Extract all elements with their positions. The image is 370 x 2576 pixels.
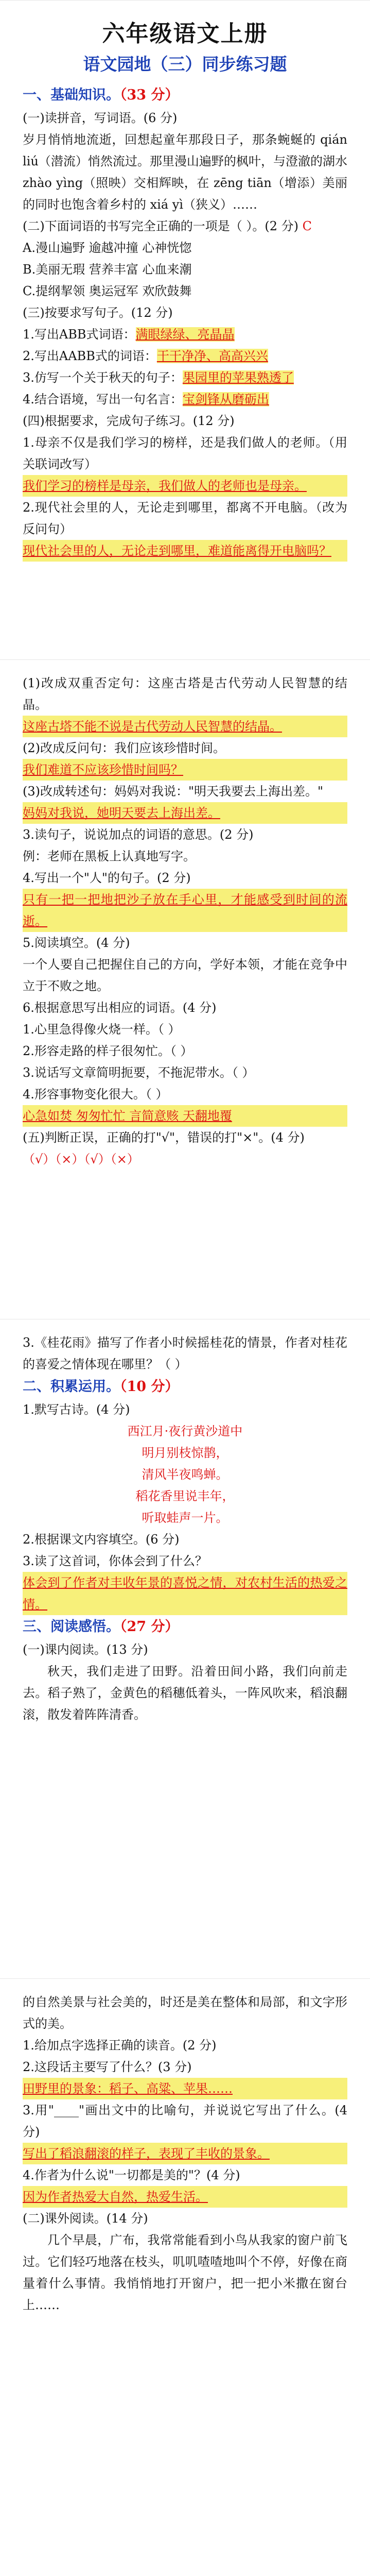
- poem-line: 听取蛙声一片。: [142, 1511, 228, 1525]
- answer: 因为作者热爱大自然，热爱生活。: [23, 2186, 347, 2208]
- question-item: (五)判断正误，正确的打"√"，错误的打"×"。(4 分): [23, 1130, 305, 1145]
- answer: 田野里的景象：稻子、高粱、苹果……: [23, 2078, 347, 2099]
- item-text: 3.仿写一个关于秋天的句子：: [23, 370, 183, 385]
- question-item: 4.作者为什么说"一切都是美的"？(4 分): [23, 2168, 240, 2182]
- question: 3.《桂花雨》描写了作者小时候摇桂花的情景，作者对桂花的喜爱之情体现在哪里？（ ）: [23, 1335, 347, 1371]
- question-item: 2.根据课文内容填空。(6 分): [23, 1532, 180, 1547]
- section-title: 一、基础知识。: [23, 87, 120, 103]
- question-item: 3.用"____"画出文中的比喻句，并说说它写出了什么。(4 分): [23, 2103, 347, 2139]
- section-title: 三、阅读感悟。: [23, 1619, 120, 1635]
- section-score: （10 分）: [120, 1379, 179, 1395]
- answer: 这座古塔不能不说是古代劳动人民智慧的结晶。: [23, 716, 347, 737]
- section-heading: [23, 83, 347, 107]
- question-item: 2.现代社会里的人，无论走到哪里，都离不开电脑。（改为反问句）: [23, 500, 347, 536]
- question-item: [23, 367, 347, 388]
- section-score: （33 分）: [120, 87, 179, 103]
- question-item: (1)改成双重否定句：这座古塔是古代劳动人民智慧的结晶。: [23, 676, 347, 712]
- answer: 体会到了作者对丰收年景的喜悦之情，对农村生活的热爱之情。: [23, 1572, 347, 1615]
- passage: 秋天，我们走进了田野。沿着田间小路，我们向前走去。稻子熟了，金黄色的稻穗低着头，一阵风吹来，稻浪翻滚，散发着阵阵清香。: [23, 1664, 347, 1722]
- passage: 一个人要自己把握住自己的方向，学好本领，才能在竞争中立于不败之地。: [23, 957, 347, 993]
- question-item: 5.阅读填空。(4 分): [23, 936, 130, 950]
- answer: 我们学习的榜样是母亲，我们做人的老师也是母亲。: [23, 475, 347, 497]
- question-item: (3)改成转述句：妈妈对我说："明天我要去上海出差。": [23, 784, 324, 799]
- item-text: 2.写出AABB式的词语：: [23, 349, 157, 363]
- question-item: 3.读句子，说说加点的词语的意思。(2 分): [23, 827, 254, 842]
- answer: 干干净净、高高兴兴: [156, 349, 268, 363]
- question: (三)按要求写句子。(12 分): [23, 306, 173, 320]
- question-item: 6.根据意思写出相应的词语。(4 分): [23, 1001, 217, 1015]
- question: (四)根据要求，完成句子练习。(12 分): [23, 414, 235, 428]
- item-text: 1.写出ABB式词语：: [23, 327, 136, 342]
- section-heading: [23, 1615, 347, 1639]
- question-item: 3.读了这首词，你体会到了什么？: [23, 1554, 207, 1568]
- section-score: （27 分）: [120, 1619, 179, 1635]
- poem-line: 稻花香里说丰年，: [135, 1489, 235, 1503]
- poem-line: 西江月·夜行黄沙道中: [127, 1424, 243, 1438]
- question-item: 2.形容走路的样子很匆忙。（ ）: [23, 1044, 193, 1058]
- answer: （√）（×）（√）（×）: [23, 1152, 139, 1166]
- question-item: 1.给加点字选择正确的读音。(2 分): [23, 2038, 217, 2053]
- section-heading: [23, 1375, 347, 1399]
- poem-line: 清风半夜鸣蝉。: [142, 1467, 228, 1482]
- page-title: 六年级语文上册: [102, 21, 268, 47]
- page-1: [0, 0, 370, 660]
- answer: 只有一把一把地把沙子放在手心里，才能感受到时间的流逝。: [23, 889, 347, 932]
- subsection: (二)课外阅读。(14 分): [23, 2211, 148, 2226]
- page-subtitle: 语文园地（三）同步练习题: [83, 54, 287, 74]
- answer: 妈妈对我说，她明天要去上海出差。: [23, 802, 347, 824]
- page-3: [0, 1319, 370, 1979]
- question-item: [23, 388, 347, 410]
- option: C.提纲挈领 奥运冠军 欢欣鼓舞: [23, 284, 192, 298]
- item-text: 4.结合语境，写出一句名言：: [23, 392, 183, 406]
- answer: 满眼绿绿、亮晶晶: [135, 327, 235, 342]
- passage: 岁月悄悄地流逝，回想起童年那段日子，那条蜿蜒的 qián liú（潜流）悄然流过。那里漫山遍野的枫叶，与澄澈的湖水 zhào yìng（照映）交相辉映，在 zēng tiān（增添）美丽的同时也饱含着乡村的 xiá yì（狭义）……: [23, 132, 347, 212]
- question-item: 3.说话写文章简明扼要，不拖泥带水。（ ）: [23, 1065, 255, 1080]
- answer: 宝剑锋从磨砺出: [182, 392, 269, 406]
- passage: 的自然美景与社会美的，时还是美在整体和局部，和文字形式的美。: [23, 1995, 347, 2031]
- option: A.漫山遍野 逾越冲撞 心神恍惚: [23, 241, 192, 255]
- question-item: 4.形容事物变化很大。（ ）: [23, 1087, 168, 1101]
- answer: C: [302, 219, 312, 233]
- question-item: 1.心里急得像火烧一样。（ ）: [23, 1022, 181, 1037]
- question-text: (二)下面词语的书写完全正确的一项是（ ）。(2 分): [23, 219, 298, 233]
- section-title: 二、积累运用。: [23, 1379, 120, 1395]
- answer: 现代社会里的人，无论走到哪里，难道能离得开电脑吗？: [23, 540, 347, 562]
- question-item: 1.母亲不仅是我们学习的榜样，还是我们做人的老师。（用关联词改写）: [23, 435, 347, 471]
- question-item: 例：老师在黑板上认真地写字。: [23, 849, 196, 863]
- passage: 几个早晨，广布，我常常能看到小鸟从我家的窗户前飞过。它们轻巧地落在枝头，叽叽喳喳地叫个不停，好像在商量着什么事情。我悄悄地打开窗户，把一把小米撒在窗台上……: [23, 2233, 347, 2312]
- question: (一)读拼音，写词语。(6 分): [23, 111, 178, 125]
- answer: 写出了稻浪翻滚的样子，表现了丰收的景象。: [23, 2143, 347, 2164]
- question-item: [23, 345, 347, 367]
- question-item: 2.这段话主要写了什么？(3 分): [23, 2060, 192, 2074]
- poem-line: 明月别枝惊鹊，: [142, 1446, 228, 1460]
- question-item: 4.写出一个"人"的句子。(2 分): [23, 871, 191, 885]
- question: [23, 215, 347, 237]
- question-item: 1.默写古诗。(4 分): [23, 1402, 130, 1417]
- page-2: [0, 659, 370, 1319]
- answer: 果园里的苹果熟透了: [182, 370, 294, 385]
- answer: 我们难道不应该珍惜时间吗？: [23, 759, 347, 781]
- question-item: [23, 324, 347, 345]
- answer: 心急如焚 匆匆忙忙 言简意赅 天翻地覆: [23, 1105, 347, 1127]
- question-item: (2)改成反问句：我们应该珍惜时间。: [23, 741, 225, 755]
- subsection: (一)课内阅读。(13 分): [23, 1642, 148, 1657]
- page-4: [0, 1978, 370, 2576]
- option: B.美丽无瑕 营养丰富 心血来潮: [23, 262, 192, 277]
